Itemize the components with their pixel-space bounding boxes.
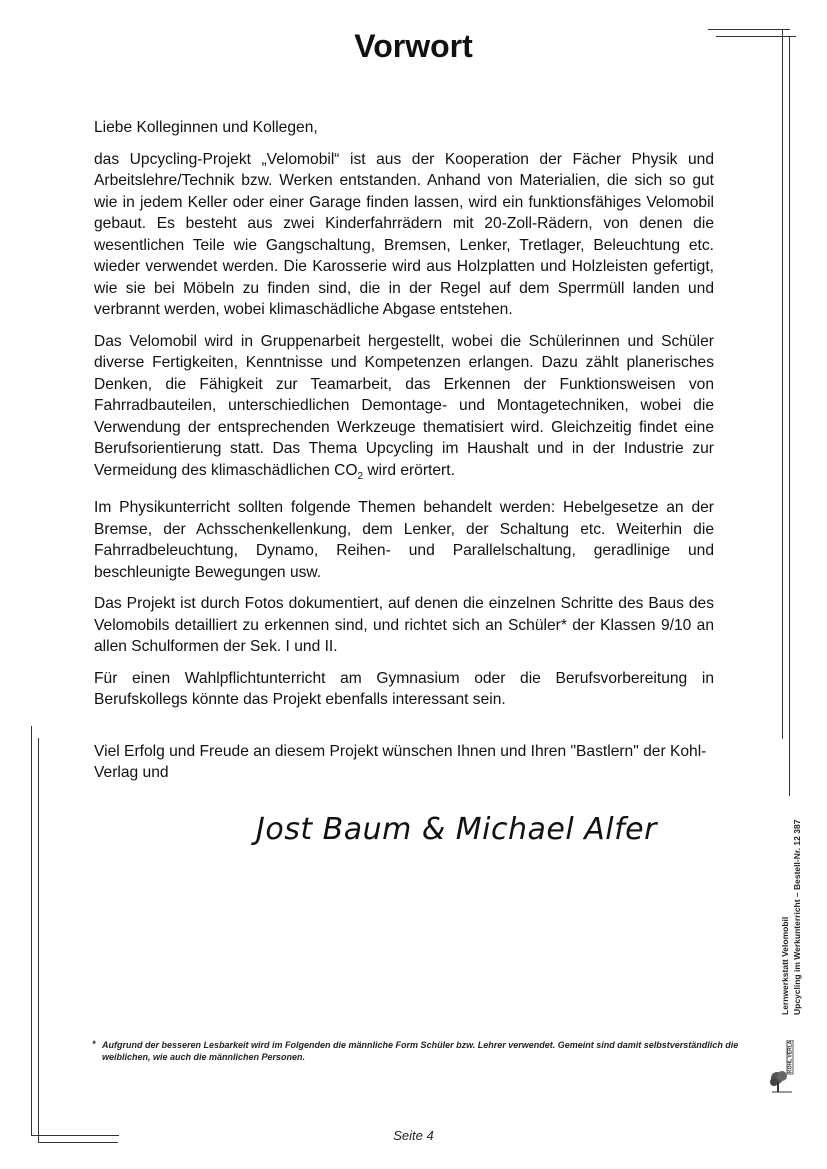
footnote-text: Aufgrund der besseren Lesbarkeit wird im Folgenden die männliche Form Schüler bzw. Lehrer verwendet. Gemeint sind damit selbstverständlich die weiblichen, wie auch die männlichen Personen. (102, 1040, 739, 1062)
paragraph-1: das Upcycling-Projekt „Velomobil“ ist aus der Kooperation der Fächer Physik und Arbeitslehre/Technik bzw. Werken entstanden. Anhand von Materialien, die sich so gut wie in jedem Keller oder einer Garage finden lassen, wird ein funktionsfähiges Velomobil gebaut. Es besteht aus zwei Kinderfahrrädern mit 20-Zoll-Rädern, von denen die wesentlichen Teile wie Gangschaltung, Bremsen, Lenker, Tretlager, Beleuchtung etc. wieder verwendet werden. Die Karosserie wird aus Holzplatten und Holzleisten gefertigt, wie sie bei Möbeln zu finden sind, die in der Regel auf dem Sperrmüll landen und verbrannt werden, wobei klimaschädliche Abgase entstehen. (94, 150, 714, 318)
greeting: Liebe Kolleginnen und Kollegen, (94, 119, 318, 136)
paragraph-2-tail: wird erörtert. (363, 461, 455, 479)
footnote (92, 1039, 752, 1063)
paragraph-5: Für einen Wahlpflichtunterricht am Gymnasium oder die Berufsvorbereitung in Berufskollegs könnte das Projekt ebenfalls interessant sein. (94, 669, 714, 709)
page-title: Vorwort (354, 28, 473, 64)
page-number: Seite 4 (393, 1128, 434, 1143)
footnote-mark: * (92, 1039, 96, 1049)
tree-icon (768, 1040, 798, 1095)
paragraph-4: Das Projekt ist durch Fotos dokumentiert, auf denen die einzelnen Schritte des Baus des Velomobils detailliert zu erkennen sind, und richtet sich an Schüler* der Klassen 9/10 an allen Schulformen der Sek. I und II. (94, 595, 714, 656)
svg-text:KOHL VERLAG: KOHL VERLAG (787, 1040, 794, 1073)
signature: Jost Baum & Michael Alfer (256, 812, 657, 847)
paragraph-2-text: Das Velomobil wird in Gruppenarbeit hergestellt, wobei die Schülerinnen und Schüler diverse Fertigkeiten, Kenntnisse und Kompetenzen erlangen. Dazu zählt planerisches Denken, die Fähigkeit zur Teamarbeit, das Erkennen der Funktionsweisen von Fahrradbauteilen, unterschiedlichen Demontage- und Montagetechniken, wobei die Verwendung der entsprechenden Werkzeuge thematisiert wird. Gleichzeitig findet eine Berufsorientierung statt. Das Thema Upcycling im Haushalt und in der Industrie zur Vermeidung des klimaschädlichen CO (94, 332, 714, 479)
closing-line: Viel Erfolg und Freude an diesem Projekt wünschen Ihnen und Ihren "Bastlern" der Kohl-Verlag und (94, 742, 707, 782)
paragraph-3: Im Physikunterricht sollten folgende Themen behandelt werden: Hebelgesetze an der Bremse, der Achsschenkellenkung, dem Lenker, der Schaltung etc. Weiterhin die Fahrradbeleuchtung, Dynamo, Reihen- und Parallelschaltung, geradlinige und beschleunigte Bewegungen usw. (94, 499, 714, 581)
frame-line-right-inner (789, 36, 790, 796)
frame-line-left (31, 726, 32, 1136)
sidebar-line-2: Upcycling im Werkunterricht – Bestell-Nr. 12 387 (792, 819, 802, 1015)
publisher-logo (768, 1040, 798, 1095)
sidebar-line-1: Lernwerkstatt Velomobil (780, 916, 790, 1015)
frame-line-right (782, 29, 783, 739)
letter-body (94, 117, 714, 784)
paragraph-2 (94, 331, 714, 488)
sidebar-label (760, 800, 815, 1015)
frame-line-left-inner (38, 738, 39, 1142)
co2-subscript: 2 (357, 470, 364, 482)
